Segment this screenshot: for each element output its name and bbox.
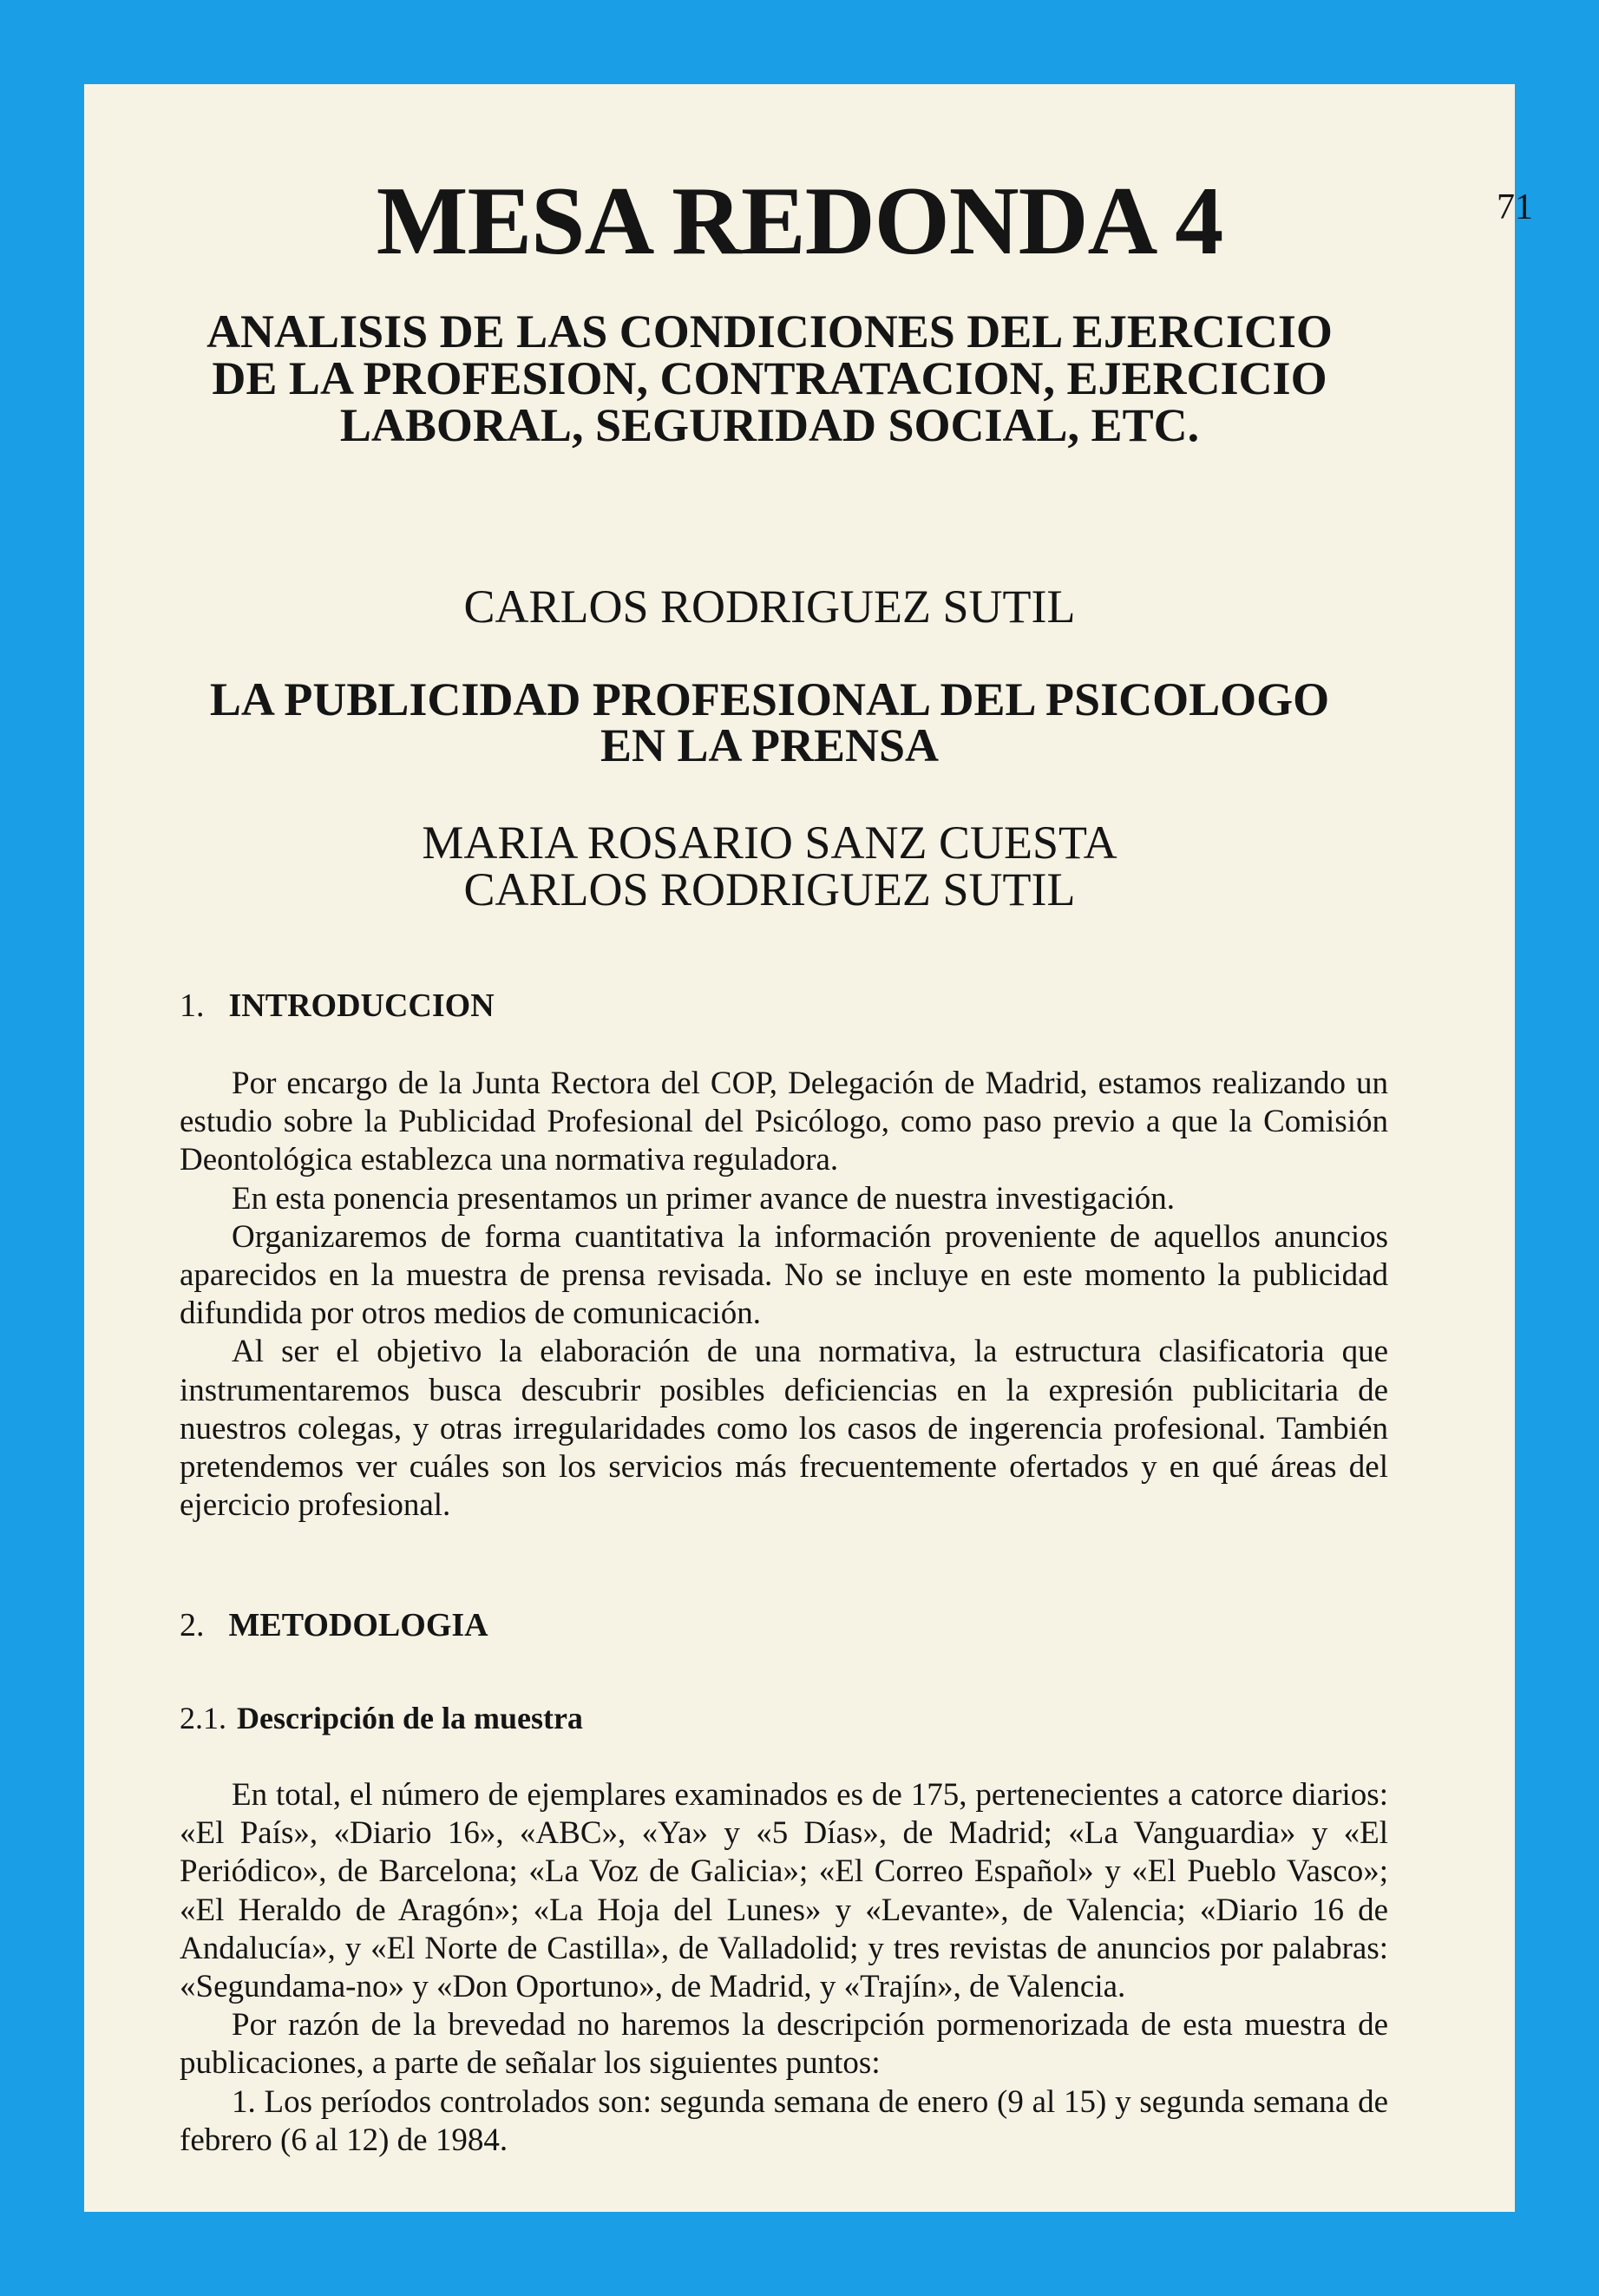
paragraph: Al ser el objetivo la elaboración de una normativa, la estructura clasificatoria que instrumentaremos busca descubrir posibles deficiencias en la expresión publicitaria de nuestros colegas, y otras irregularidades como los casos de ingerencia profesional. También pretendemos ver cuáles son los servicios más frecuentemente ofertados y en qué áreas del ejercicio profesional. [180, 1334, 1388, 1524]
section-body-muestra [180, 1776, 1388, 2160]
subtitle-line: ANALISIS DE LAS CONDICIONES DEL EJERCICIO [206, 305, 1333, 358]
page-number: 71 [1497, 187, 1533, 227]
paragraph: Por razón de la brevedad no haremos la descripción pormenorizada de esta muestra de publicaciones, a parte de señalar los siguientes puntos: [180, 2007, 1388, 2082]
author-name: CARLOS RODRIGUEZ SUTIL [463, 581, 1076, 633]
section-number: 1. [180, 987, 205, 1024]
section-label: INTRODUCCION [228, 987, 495, 1024]
section-label: METODOLOGIA [228, 1607, 488, 1643]
section-body-introduccion [180, 1065, 1388, 1525]
paragraph: Organizaremos de forma cuantitativa la información proveniente de aquellos anuncios aparecidos en la muestra de prensa revisada. No se incluye en este momento la publicidad difundida por otros medios de comunicación. [180, 1218, 1388, 1332]
section-label: Descripción de la muestra [237, 1701, 583, 1735]
subsection-heading-muestra [180, 1700, 583, 1737]
paper-title-line: LA PUBLICIDAD PROFESIONAL DEL PSICOLOGO [209, 673, 1330, 725]
subtitle-line: LABORAL, SEGURIDAD SOCIAL, ETC. [339, 399, 1200, 451]
paper-authors [180, 819, 1360, 913]
section-number: 2.1. [180, 1701, 226, 1735]
paragraph: Por encargo de la Junta Rectora del COP, Delegación de Madrid, estamos realizando un estudio sobre la Publicidad Profesional del Psicólogo, como paso previo a que la Comisión Deontológica establezca una normativa reguladora. [180, 1066, 1388, 1178]
section-heading-introduccion [180, 987, 495, 1027]
page-title: MESA REDONDA 4 [376, 167, 1223, 275]
document-page [84, 84, 1533, 2212]
subtitle-line: DE LA PROFESION, CONTRATACION, EJERCICIO [212, 352, 1327, 404]
paper-author: CARLOS RODRIGUEZ SUTIL [463, 863, 1076, 915]
paper-author: MARIA ROSARIO SANZ CUESTA [422, 817, 1117, 869]
section-number: 2. [180, 1607, 205, 1643]
section-heading-metodologia [180, 1606, 488, 1646]
paper-title-line: EN LA PRENSA [600, 718, 940, 771]
paper-title [180, 673, 1360, 771]
subtitle [180, 305, 1360, 451]
paragraph: 1. Los períodos controlados son: segunda semana de enero (9 al 15) y segunda semana de febrero (6 al 12) de 1984. [180, 2083, 1388, 2158]
paragraph: En total, el número de ejemplares examinados es de 175, pertenecientes a catorce diarios: «El País», «Diario 16», «ABC», «Ya» y «5 Días», de Madrid; «La Vanguardia» y «El Periódico», de Barcelona; «La Voz de Galicia»; «El Correo Español» y «El Pueblo Vasco»; «El Heraldo de Aragón»; «La Hoja del Lunes» y «Levante», de Valencia; «Diario 16 de Andalucía», y «El Norte de Castilla», de Valladolid; y tres revistas de anuncios por palabras: «Segundama-no» y «Don Oportuno», de Madrid, y «Trajín», de Valencia. [180, 1777, 1388, 2005]
paragraph: En esta ponencia presentamos un primer avance de nuestra investigación. [232, 1180, 1175, 1217]
